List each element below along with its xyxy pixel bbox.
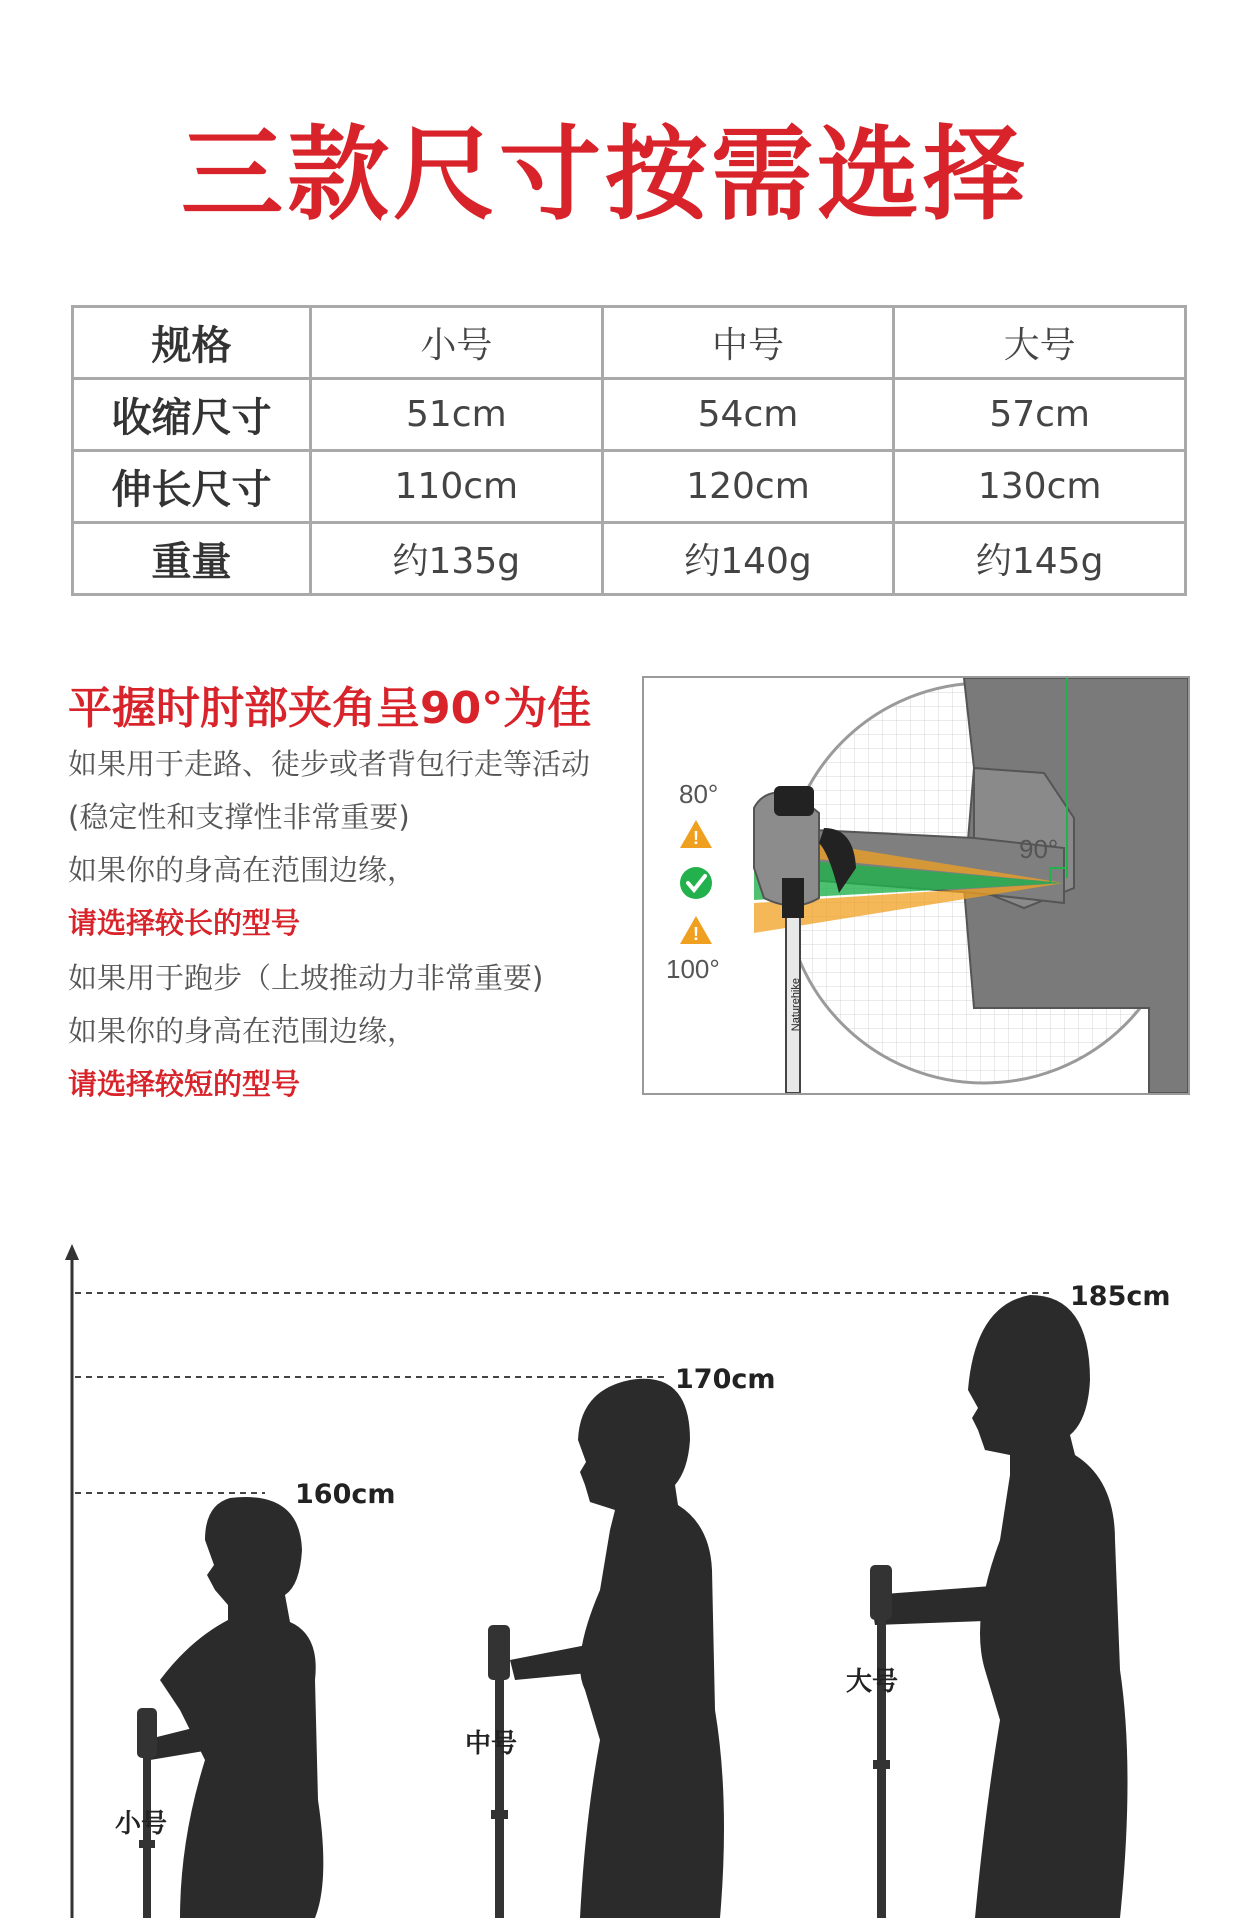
table-row-label: 重量 [73, 523, 311, 595]
table-cell: 110cm [311, 451, 603, 523]
pole-large [870, 1565, 892, 1918]
tip-heading: 平握时肘部夹角呈90°为佳 [68, 683, 592, 734]
height-label-medium: 170cm [675, 1364, 776, 1395]
height-label-large: 185cm [1070, 1281, 1171, 1312]
size-spec-table [71, 305, 1187, 596]
height-label-small: 160cm [295, 1479, 396, 1510]
pole-grip-bottom [782, 878, 804, 918]
table-header-cell: 规格 [73, 307, 311, 379]
svg-text:!: ! [693, 828, 699, 848]
warning-icon [680, 820, 712, 848]
angle-label-90: 90° [1019, 834, 1059, 864]
table-cell: 130cm [894, 451, 1186, 523]
tip-line: 如果用于跑步（上坡推动力非常重要) [68, 961, 544, 995]
tip-line: 如果你的身高在范围边缘， [68, 853, 417, 887]
page-title: 三款尺寸按需选择 [181, 116, 1029, 235]
svg-text:!: ! [693, 924, 699, 944]
table-cell: 54cm [602, 379, 894, 451]
pole-grip-top [774, 786, 814, 816]
table-row-label: 伸长尺寸 [73, 451, 311, 523]
pole-medium [488, 1625, 510, 1918]
pole-brand-label: Naturehike [790, 978, 802, 1032]
tip-line-highlight: 请选择较短的型号 [68, 1067, 301, 1101]
table-header-cell: 大号 [894, 307, 1186, 379]
elbow-angle-illustration [644, 678, 1188, 1093]
table-row [73, 451, 1186, 523]
table-row [73, 379, 1186, 451]
table-cell: 57cm [894, 379, 1186, 451]
person-large-silhouette [870, 1295, 1128, 1918]
pole-label-medium: 中号 [465, 1729, 518, 1759]
table-cell: 约140g [602, 523, 894, 595]
height-comparison-illustration [0, 1240, 1240, 1918]
table-header-row [73, 307, 1186, 379]
tip-line-highlight: 请选择较长的型号 [68, 906, 301, 940]
angle-label-80: 80° [679, 779, 719, 809]
pole-label-large: 大号 [846, 1667, 899, 1697]
warning-icon [680, 916, 712, 944]
pole-label-small: 小号 [115, 1809, 168, 1839]
table-cell: 约145g [894, 523, 1186, 595]
table-row [73, 523, 1186, 595]
tip-line: 如果你的身高在范围边缘， [68, 1014, 417, 1048]
table-header-cell: 小号 [311, 307, 603, 379]
tip-line: 如果用于走路、徒步或者背包行走等活动 [68, 747, 591, 781]
person-medium-silhouette [510, 1379, 724, 1918]
angle-label-100: 100° [666, 954, 720, 984]
table-row-label: 收缩尺寸 [73, 379, 311, 451]
height-axis-arrow [65, 1244, 79, 1260]
table-header-cell: 中号 [602, 307, 894, 379]
table-cell: 约135g [311, 523, 603, 595]
elbow-angle-diagram [642, 676, 1190, 1095]
person-small-silhouette [145, 1497, 323, 1918]
table-cell: 120cm [602, 451, 894, 523]
tip-line: (稳定性和支撑性非常重要) [68, 800, 410, 834]
check-icon [680, 867, 712, 899]
table-cell: 51cm [311, 379, 603, 451]
